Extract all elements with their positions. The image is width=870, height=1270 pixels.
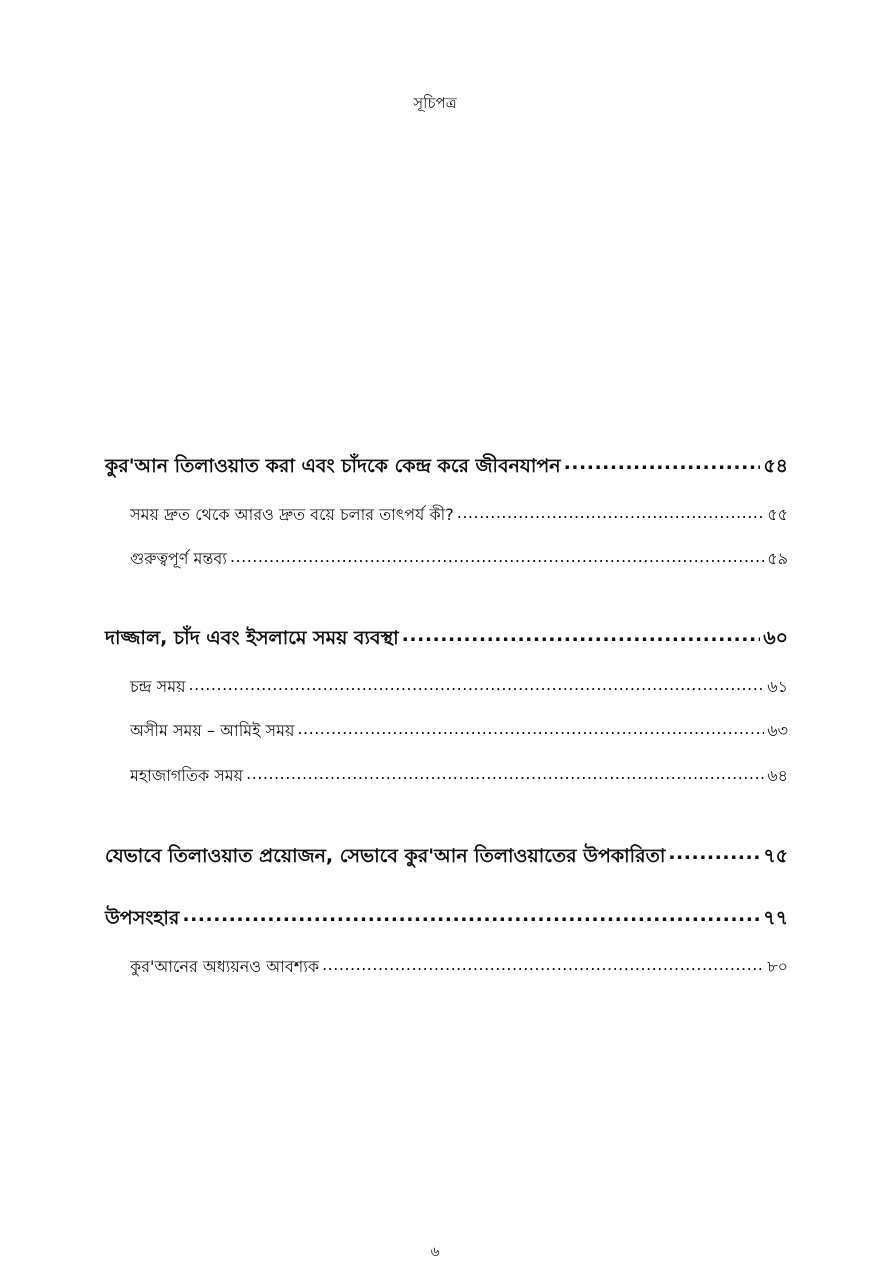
dot-leader — [322, 956, 764, 972]
dot-leader — [564, 453, 761, 472]
toc-entry-title: অসীম সময় – আমিই সময় — [130, 721, 295, 740]
toc-entry-page: ৮০ — [767, 957, 788, 976]
dot-leader — [402, 625, 761, 644]
toc-entry-page: ৬১ — [767, 677, 788, 696]
toc-entry[interactable] — [130, 502, 788, 529]
page-header-title: সূচিপত্র — [413, 94, 457, 112]
dot-leader — [457, 504, 765, 520]
toc-entry[interactable] — [105, 624, 788, 656]
page-number: ৬ — [430, 1244, 440, 1260]
toc-entry-page: ৬৪ — [767, 766, 788, 785]
toc-entry[interactable] — [105, 452, 788, 484]
toc-entry-page: ৭৭ — [763, 907, 788, 929]
dot-leader — [246, 765, 764, 781]
toc-entry-page: ৬০ — [763, 627, 788, 649]
dot-leader — [230, 548, 764, 564]
toc-entry-title: গুরুত্বপূর্ণ মন্তব্য — [130, 549, 227, 568]
toc-entry-title: দাজ্জাল, চাঁদ এবং ইসলামে সময় ব্যবস্থা — [105, 627, 399, 649]
toc-entry[interactable] — [130, 546, 788, 573]
toc-entry-title: মহাজাগতিক সময় — [130, 766, 244, 785]
dot-leader — [182, 905, 760, 924]
dot-leader — [189, 676, 765, 692]
toc-entry-page: ৫৯ — [767, 549, 788, 568]
toc-entry-title: চন্দ্র সময় — [130, 677, 186, 696]
toc-entry-title: যেভাবে তিলাওয়াত প্রয়োজন, সেভাবে কুর'আন তিলাওয়াতের উপকারিতা — [105, 845, 666, 867]
toc-entry-title: উপসংহার — [105, 907, 180, 929]
dot-leader — [297, 720, 764, 736]
toc-entry[interactable] — [130, 954, 788, 981]
dot-leader — [668, 843, 760, 862]
toc-entry-title: কুর'আন তিলাওয়াত করা এবং চাঁদকে কেন্দ্র করে জীবনযাপন — [105, 455, 561, 477]
toc-entry[interactable] — [130, 674, 788, 701]
toc-entry-page: ৫৫ — [767, 505, 788, 524]
toc-entry-title: সময় দ্রুত থেকে আরও দ্রুত বয়ে চলার তাৎপর্য কী? — [130, 505, 454, 524]
toc-entry[interactable] — [130, 718, 788, 745]
toc-entry-page: ৭৫ — [763, 845, 788, 867]
toc-entry[interactable] — [130, 763, 788, 790]
toc-entry[interactable] — [105, 842, 788, 874]
toc-entry[interactable] — [105, 904, 788, 936]
toc-entry-page: ৬৩ — [767, 721, 788, 740]
toc-entry-page: ৫৪ — [763, 455, 788, 477]
toc-entry-title: কুর'আনের অধ্যয়নও আবশ্যক — [130, 957, 320, 976]
